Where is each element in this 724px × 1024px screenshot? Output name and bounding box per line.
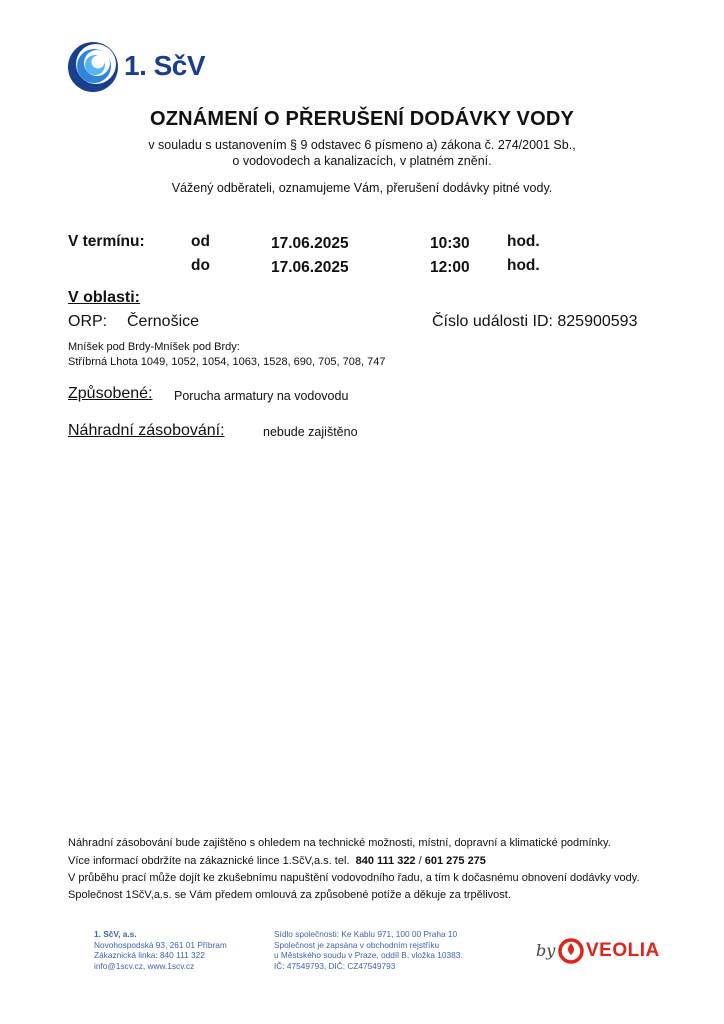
company-contact[interactable]: info@1scv.cz, www.1scv.cz — [94, 960, 195, 971]
company-logo — [66, 40, 226, 94]
term-label: V termínu: — [68, 233, 145, 250]
to-unit: hod. — [507, 257, 540, 274]
legal-reference-line-1: v souladu s ustanovením § 9 odstavec 6 písmeno a) zákona č. 274/2001 Sb., — [148, 138, 576, 152]
from-date: 17.06.2025 — [271, 235, 349, 252]
register-line-2: u Městského soudu v Praze, oddíl B, vložka 10383. — [274, 950, 463, 960]
to-label: do — [191, 257, 210, 274]
footer-note-2 — [68, 855, 486, 867]
register-line-1: Společnost je zapsána v obchodním rejstříku — [274, 939, 440, 950]
replacement-supply-value: nebude zajištěno — [263, 425, 358, 439]
replacement-supply-label: Náhradní zásobování: — [68, 422, 225, 439]
cause-label: Způsobené: — [68, 385, 153, 402]
location-line-1: Mníšek pod Brdy-Mníšek pod Brdy: — [68, 341, 240, 353]
area-label: V oblasti: — [68, 289, 141, 306]
footer-note-3: V průběhu prací může dojít ke zkušebnímu napuštění vodovodního řadu, a tím k dočasnému obnovení dodávky vody. — [68, 872, 640, 884]
to-time: 12:00 — [430, 259, 470, 276]
orp-label: ORP: — [68, 313, 108, 330]
location-line-2: Stříbrná Lhota 1049, 1052, 1054, 1063, 1528, 690, 705, 708, 747 — [68, 356, 386, 368]
phone-separator: / — [418, 855, 422, 867]
footer-note-4: Společnost 1SčV,a.s. se Vám předem omlouvá za způsobené potíže a děkuje za trpělivost. — [68, 889, 511, 901]
customer-phone-1[interactable]: 840 111 322 — [355, 855, 416, 867]
from-label: od — [191, 233, 210, 250]
company-address-block — [94, 929, 227, 971]
partner-logo — [536, 936, 666, 966]
page-title: OZNÁMENÍ O PŘERUŠENÍ DODÁVKY VODY — [149, 108, 575, 130]
customer-phone-2[interactable]: 601 275 275 — [424, 855, 486, 867]
from-unit: hod. — [507, 233, 540, 250]
partner-by-text: by — [536, 941, 556, 960]
partner-name: VEOLIA — [586, 940, 660, 961]
tax-ids: IČ: 47549793, DIČ: CZ47549793 — [274, 960, 396, 971]
footer-note-1: Náhradní zásobování bude zajištěno s ohledem na technické možnosti, místní, dopravní a klimatické podmínky. — [68, 837, 611, 849]
footer-note-2-text: Více informací obdržíte na zákaznické lince 1.SčV,a.s. tel. — [68, 855, 350, 867]
logo-text: 1. SčV — [124, 50, 206, 81]
company-registration-block — [274, 929, 463, 971]
to-date: 17.06.2025 — [271, 259, 349, 276]
greeting-text: Vážený odběrateli, oznamujeme Vám, přerušení dodávky pitné vody. — [171, 181, 553, 195]
veolia-drop-icon — [558, 936, 584, 964]
registered-seat: Sídlo společnosti: Ke Kablu 971, 100 00 Praha 10 — [274, 929, 458, 939]
company-address: Novohospodská 93, 261 01 Příbram — [94, 939, 227, 950]
company-customer-line: Zákaznická linka: 840 111 322 — [94, 950, 205, 960]
orp-value: Černošice — [127, 313, 200, 330]
legal-reference-line-2: o vodovodech a kanalizacích, v platném znění. — [232, 154, 492, 168]
company-name: 1. SčV, a.s. — [94, 929, 137, 939]
water-swirl-icon — [66, 40, 120, 94]
event-id: Číslo události ID: 825900593 — [432, 313, 638, 330]
cause-value: Porucha armatury na vodovodu — [174, 389, 349, 403]
from-time: 10:30 — [430, 235, 470, 252]
